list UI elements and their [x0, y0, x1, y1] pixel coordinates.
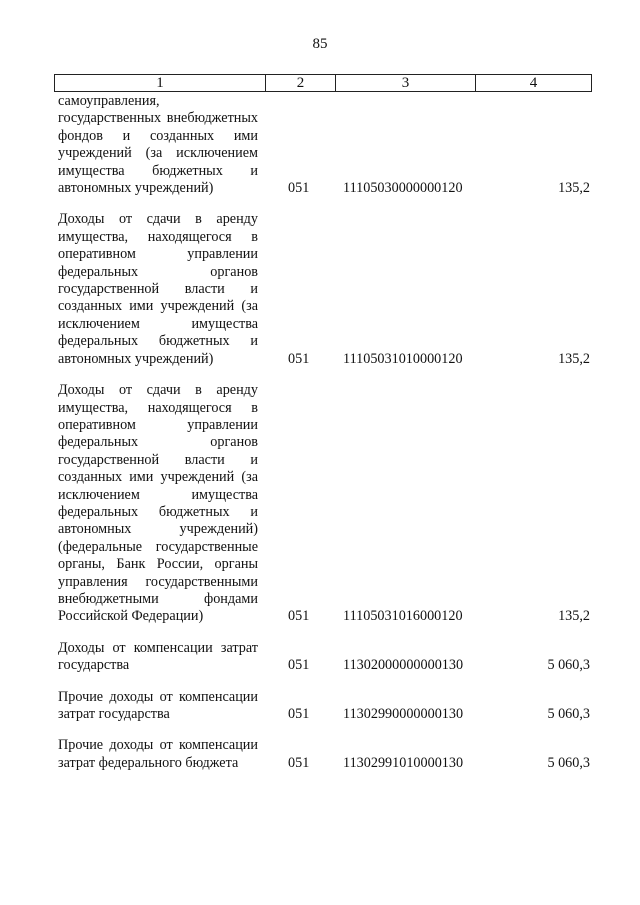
column-header-row — [55, 75, 592, 92]
column-header-1: 1 — [55, 75, 266, 92]
row-amount: 5 060,3 — [547, 657, 590, 674]
row-description: Доходы от компенсации затрат государства — [58, 639, 258, 674]
row-description: Прочие доходы от компенсации затрат государства — [58, 688, 258, 722]
row-description: Доходы от сдачи в аренду имущества, находящегося в оперативном управлении федеральных органов государственной власти и созданных ими учреждений (за исключением имущества федеральных бюджетных и автономных учреждений) (федеральные государственные органы, Банк России, органы управления государственными внебюджетными фондами Российской Федерации) — [58, 382, 258, 625]
table-body — [58, 93, 590, 786]
table-row — [58, 689, 590, 724]
table-row — [58, 737, 590, 772]
row-amount: 135,2 — [558, 608, 590, 625]
row-description: Прочие доходы от компенсации затрат федерального бюджета — [58, 737, 258, 771]
row-budget-code: 11302991010000130 — [343, 754, 464, 771]
row-amount: 5 060,3 — [547, 706, 590, 722]
row-admin-code: 051 — [288, 608, 310, 625]
row-budget-code: 11105030000000120 — [343, 180, 463, 197]
column-header-3: 3 — [336, 75, 476, 92]
row-amount: 135,2 — [558, 350, 590, 367]
column-header-4: 4 — [476, 75, 592, 92]
column-header-2: 2 — [266, 75, 336, 92]
row-admin-code: 051 — [288, 754, 310, 771]
column-header-table — [54, 74, 592, 92]
row-admin-code: 051 — [288, 350, 310, 367]
row-budget-code: 11302000000000130 — [343, 657, 464, 674]
row-amount: 5 060,3 — [547, 754, 590, 771]
row-description: Доходы от сдачи в аренду имущества, находящегося в оперативном управлении федеральных органов государственной власти и созданных ими учреждений (за исключением имущества федеральных бюджетных и автономных учреждений) — [58, 211, 258, 367]
row-budget-code: 11302990000000130 — [343, 706, 464, 722]
row-budget-code: 11105031010000120 — [343, 350, 463, 367]
row-admin-code: 051 — [288, 706, 310, 722]
row-budget-code: 11105031016000120 — [343, 608, 463, 625]
row-amount: 135,2 — [558, 180, 590, 197]
row-admin-code: 051 — [288, 180, 310, 197]
table-row — [58, 640, 590, 675]
row-admin-code: 051 — [288, 657, 310, 674]
table-row — [58, 211, 590, 368]
row-description: самоуправления, государственных внебюджетных фондов и созданных ими учреждений (за исключением имущества бюджетных и автономных учреждений) — [58, 93, 258, 197]
page-number: 85 — [312, 36, 328, 52]
table-row — [58, 93, 590, 197]
table-row — [58, 382, 590, 626]
